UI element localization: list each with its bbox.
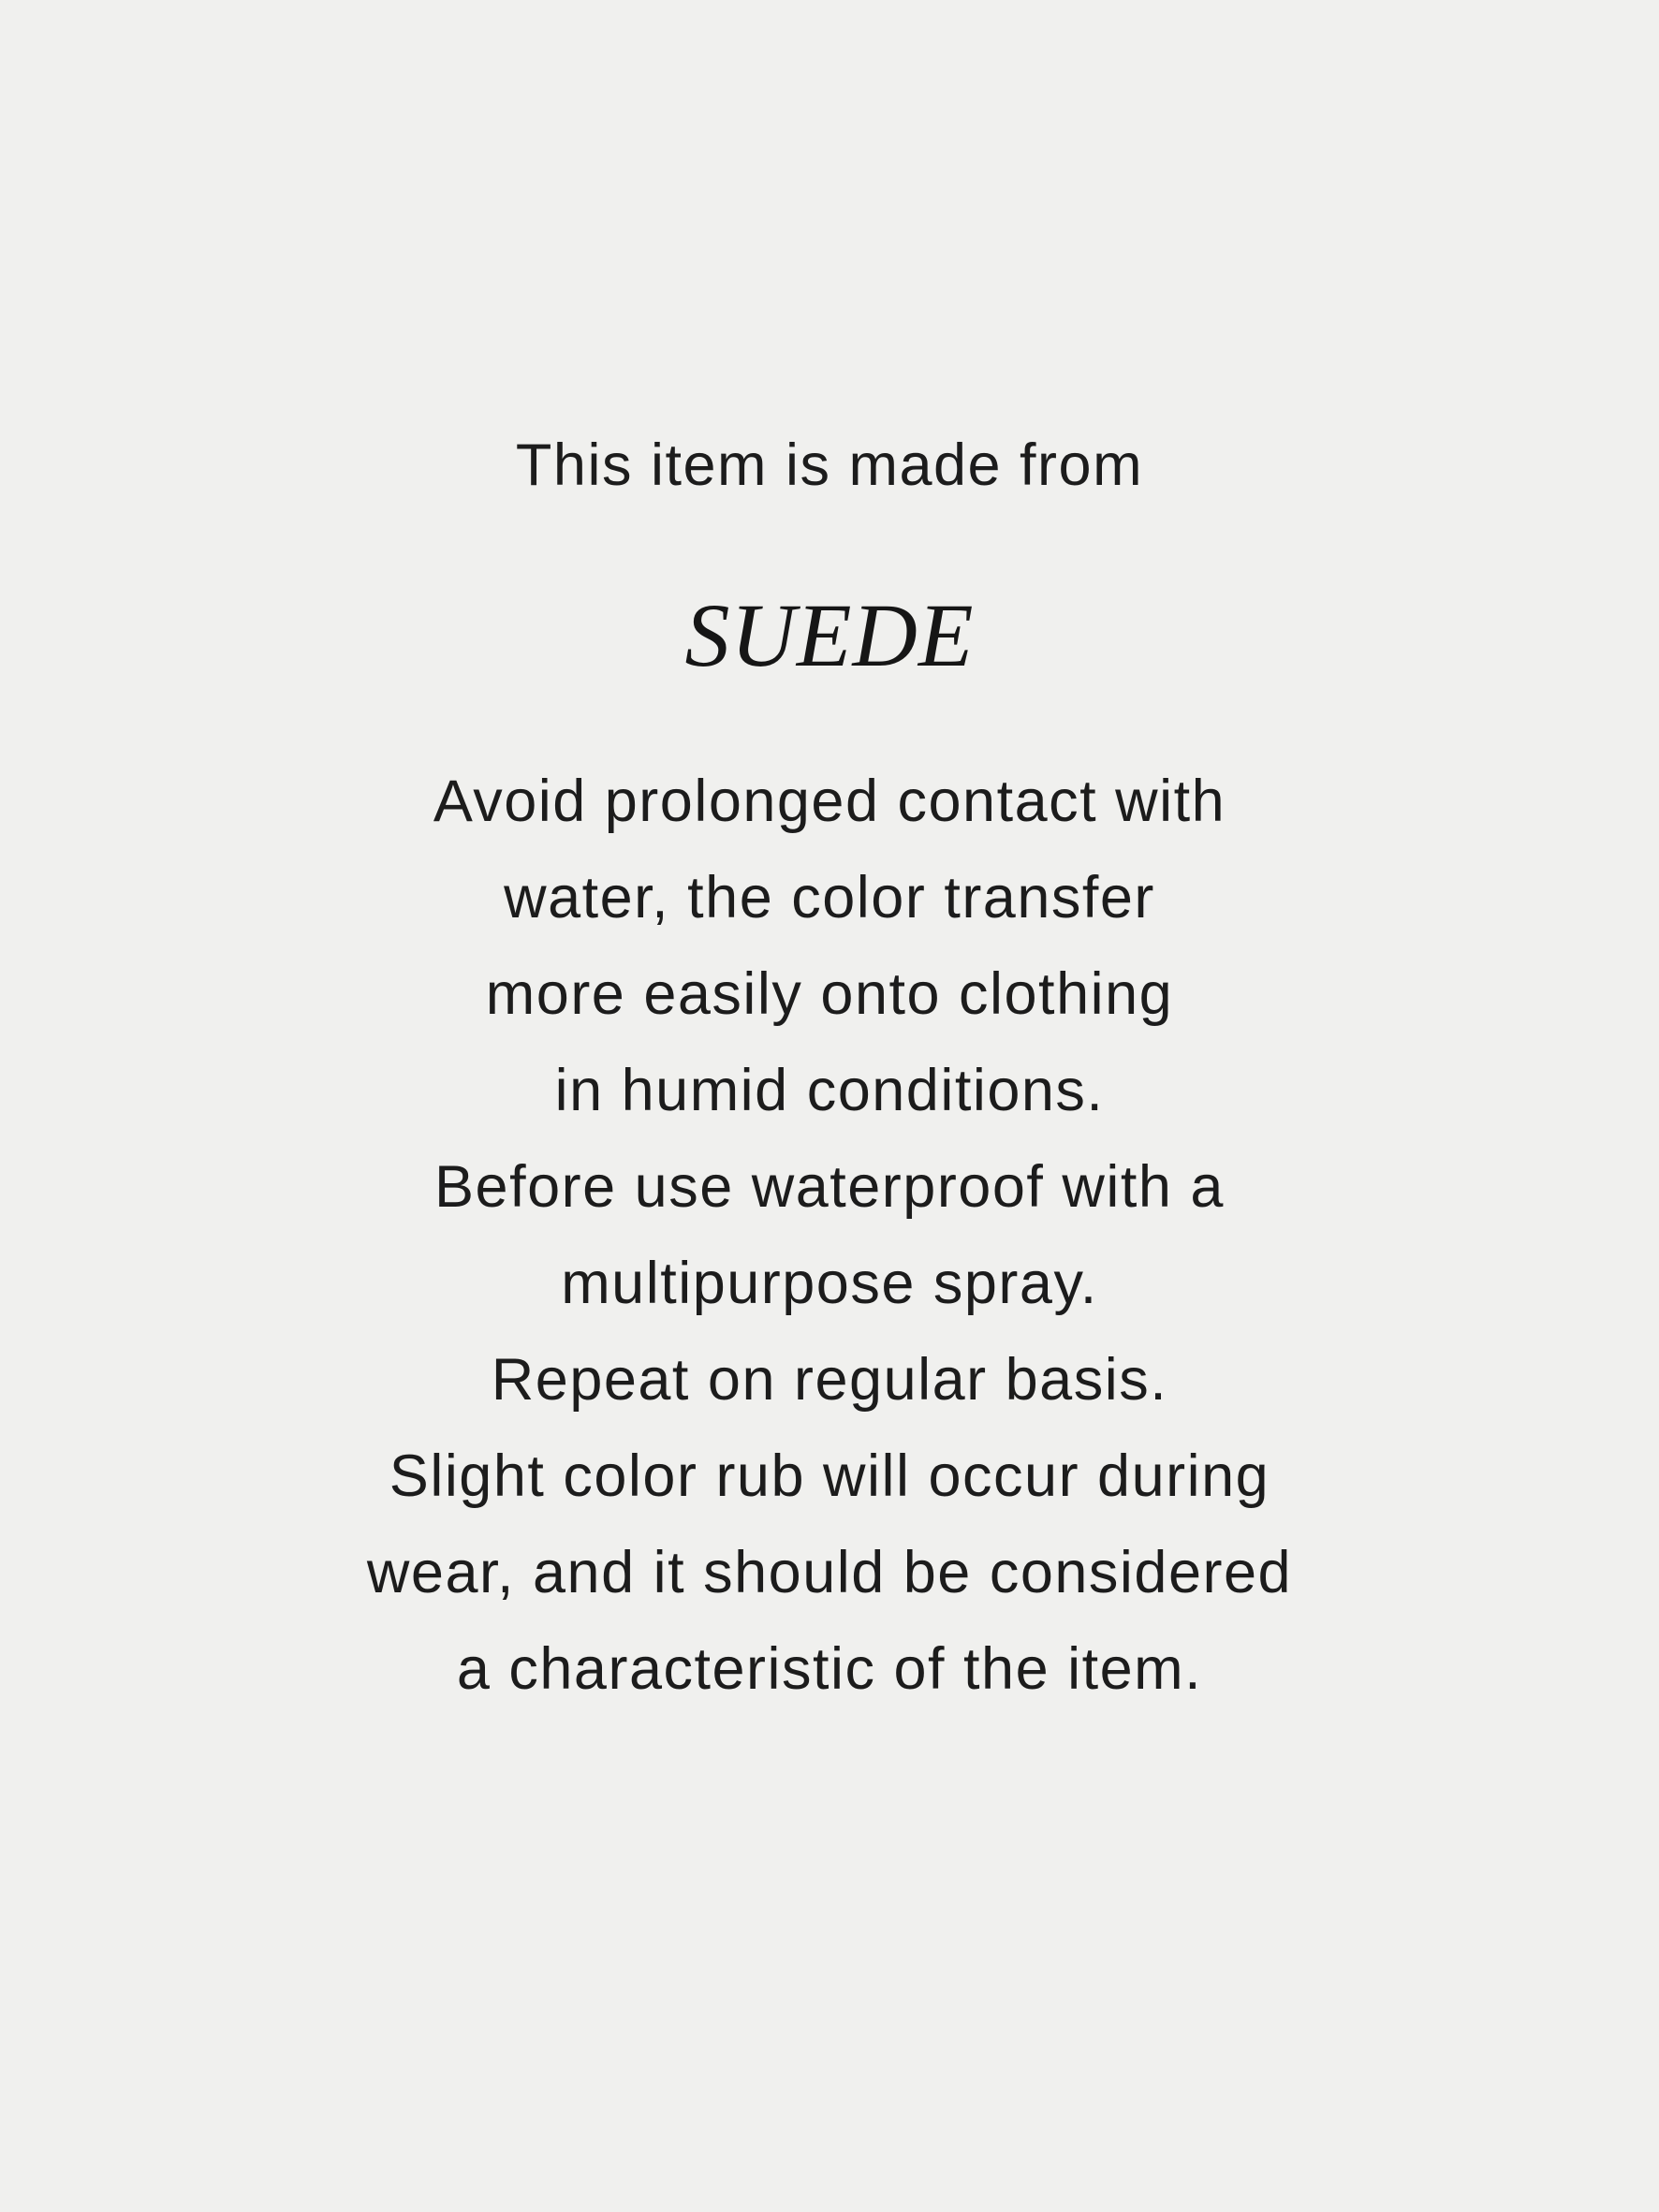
intro-text: This item is made from xyxy=(515,432,1144,498)
care-line: Slight color rub will occur during xyxy=(389,1443,1270,1509)
care-line: Avoid prolonged contact with xyxy=(433,769,1226,834)
care-line: multipurpose spray. xyxy=(561,1251,1098,1316)
care-line: Before use waterproof with a xyxy=(434,1154,1225,1220)
care-line: in humid conditions. xyxy=(554,1058,1105,1123)
care-line: Repeat on regular basis. xyxy=(491,1347,1168,1413)
care-line: wear, and it should be considered xyxy=(366,1540,1293,1605)
care-line: water, the color transfer xyxy=(504,865,1155,930)
material-name-heading: SUEDE xyxy=(684,585,975,685)
care-instructions xyxy=(0,754,1659,1718)
care-line: a characteristic of the item. xyxy=(456,1636,1203,1702)
care-line: more easily onto clothing xyxy=(485,961,1174,1027)
